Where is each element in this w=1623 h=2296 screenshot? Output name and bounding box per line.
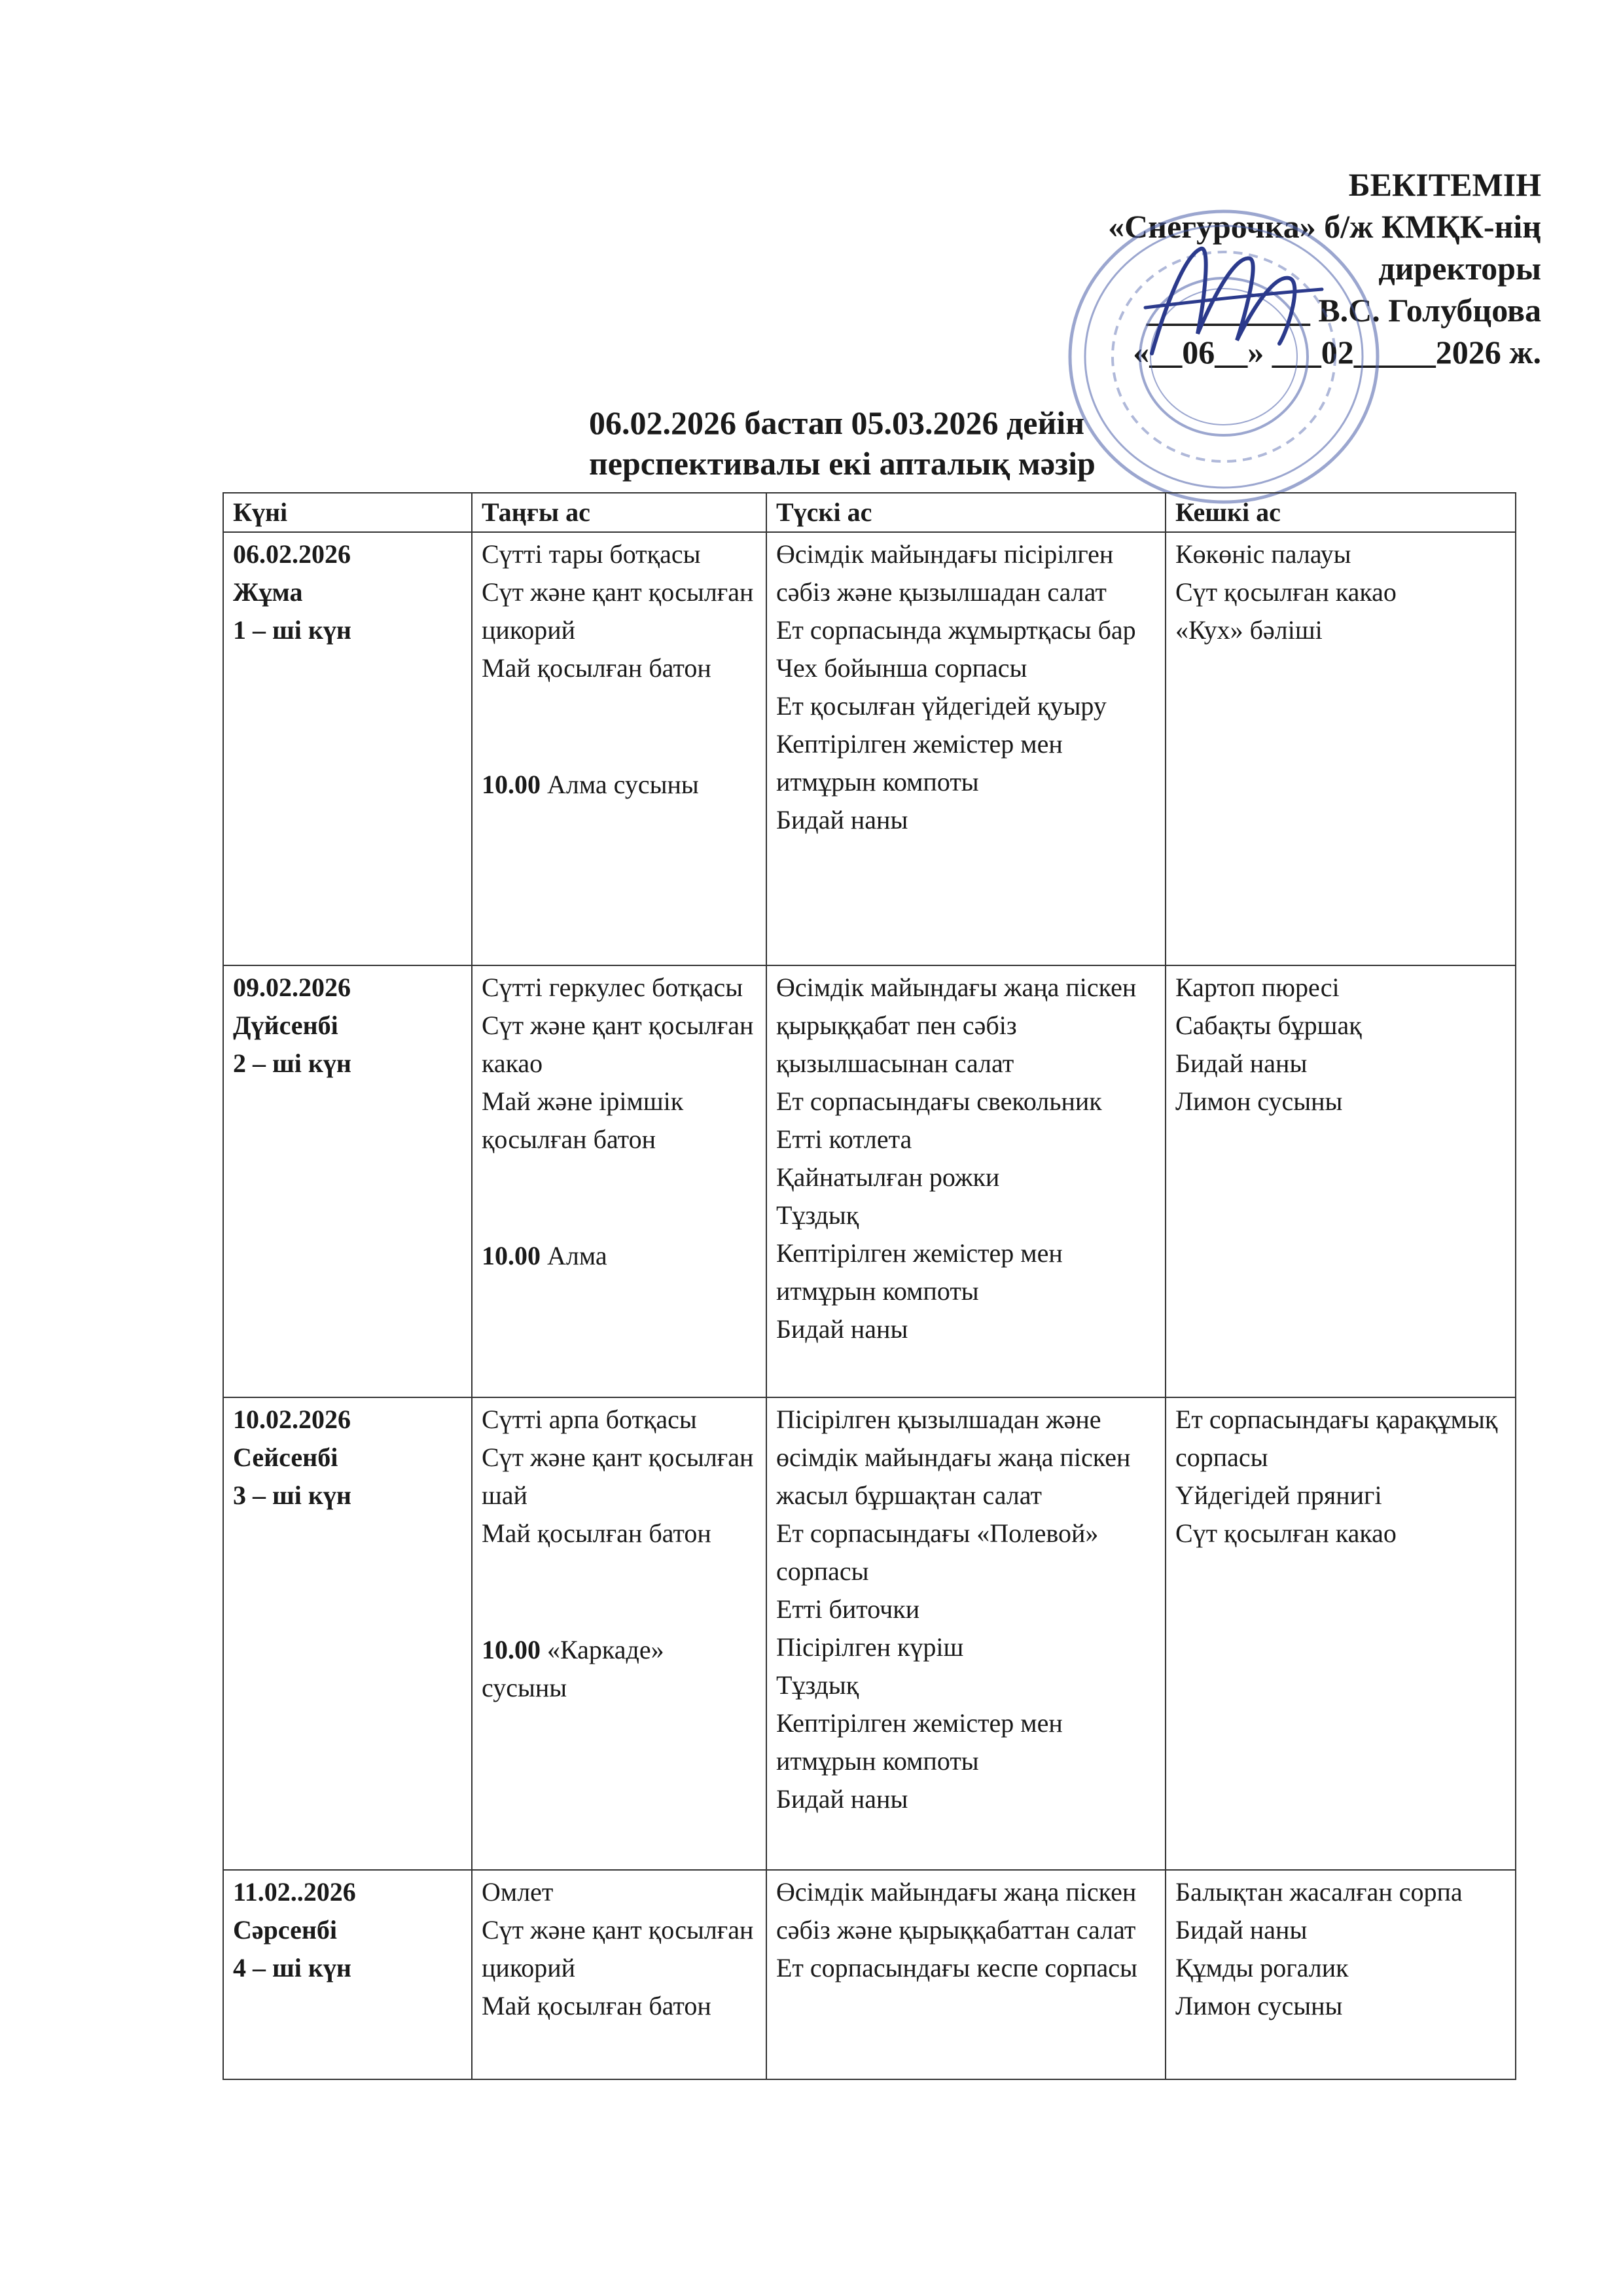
approval-organization: «Снегурочка» б/ж КМҚК-нің — [1108, 208, 1541, 245]
breakfast-cell — [472, 1397, 766, 1870]
snack-time: 10.00 — [482, 770, 541, 799]
approval-position: директоры — [1378, 250, 1541, 287]
breakfast-item: Сүтті геркулес ботқасы — [482, 973, 743, 1002]
lunch-item: Кептірілген жемістер мен итмұрын компоты — [776, 1708, 1063, 1776]
snack-item — [482, 1237, 755, 1275]
breakfast-item: Сүт және қант қосылған цикорий — [482, 577, 754, 645]
lunch-item: Етті биточки — [776, 1594, 920, 1624]
breakfast-item: Сүтті тары ботқасы — [482, 539, 701, 569]
breakfast-item: Май және ірімшік қосылған батон — [482, 1086, 684, 1154]
lunch-cell — [766, 1397, 1166, 1870]
row-date: 10.02.2026 — [233, 1405, 351, 1434]
dinner-item: «Кух» бәліші — [1175, 615, 1323, 645]
day-cell — [223, 1870, 472, 2079]
lunch-item: Ет қосылған үйдегідей қуыру — [776, 691, 1107, 721]
day-cell — [223, 532, 472, 965]
day-cell — [223, 1397, 472, 1870]
lunch-item: Бидай наны — [776, 1314, 908, 1344]
lunch-cell — [766, 532, 1166, 965]
table-row — [223, 1870, 1516, 2079]
lunch-item: Өсімдік майындағы жаңа піскен сәбіз және қырыққабаттан салат — [776, 1877, 1137, 1945]
breakfast-item: Май қосылған батон — [482, 653, 711, 683]
approval-heading: БЕКІТЕМІН — [1348, 166, 1541, 203]
dinner-cell — [1166, 532, 1516, 965]
dinner-item: Сүт қосылған какао — [1175, 1518, 1397, 1548]
dinner-item: Ет сорпасындағы қарақұмық сорпасы — [1175, 1405, 1498, 1472]
row-day-number: 3 – ші күн — [233, 1480, 351, 1510]
lunch-item: Етті котлета — [776, 1124, 912, 1154]
dinner-cell — [1166, 1397, 1516, 1870]
row-weekday: Жұма — [233, 577, 303, 607]
approval-date: «__06__» ___02_____2026 ж. — [1133, 334, 1541, 370]
title-line-1: 06.02.2026 бастап 05.03.2026 дейін — [589, 404, 1085, 441]
breakfast-item: Сүтті арпа ботқасы — [482, 1405, 697, 1434]
dinner-item: Үйдегідей прянигі — [1175, 1480, 1382, 1510]
lunch-item: Пісірілген күріш — [776, 1632, 964, 1662]
snack-time: 10.00 — [482, 1635, 541, 1664]
table-row — [223, 532, 1516, 965]
menu-table — [223, 492, 1516, 2080]
header-lunch: Түскі ас — [766, 493, 1166, 532]
approval-name: __________ В.С. Голубцова — [1146, 292, 1541, 329]
dinner-item: Бидай наны — [1175, 1049, 1308, 1078]
snack-item — [482, 1631, 755, 1707]
header-breakfast: Таңғы ас — [472, 493, 766, 532]
row-day-number: 1 – ші күн — [233, 615, 351, 645]
lunch-item: Пісірілген қызылшадан және өсімдік майындағы жаңа піскен жасыл бұршақтан салат — [776, 1405, 1131, 1510]
lunch-item: Тұздық — [776, 1200, 859, 1230]
lunch-item: Ет сорпасындағы свекольник — [776, 1086, 1102, 1116]
day-cell — [223, 965, 472, 1397]
table-header-row — [223, 493, 1516, 532]
row-weekday: Сәрсенбі — [233, 1915, 338, 1945]
row-date: 06.02.2026 — [233, 539, 351, 569]
row-day-number: 4 – ші күн — [233, 1953, 351, 1982]
breakfast-item: Май қосылған батон — [482, 1518, 711, 1548]
lunch-item: Өсімдік майындағы жаңа піскен қырыққабат пен сәбіз қызылшасынан салат — [776, 973, 1137, 1078]
dinner-item: Лимон сусыны — [1175, 1086, 1343, 1116]
header-day: Күні — [223, 493, 472, 532]
row-weekday: Дүйсенбі — [233, 1011, 338, 1040]
director-signature — [1139, 229, 1329, 380]
lunch-item: Қайнатылған рожки — [776, 1162, 1000, 1192]
table-row — [223, 965, 1516, 1397]
snack-time: 10.00 — [482, 1241, 541, 1270]
snack-name: «Каркаде» сусыны — [482, 1635, 664, 1702]
dinner-item: Картоп пюресі — [1175, 973, 1340, 1002]
row-date: 09.02.2026 — [233, 973, 351, 1002]
row-date: 11.02..2026 — [233, 1877, 356, 1907]
table-row — [223, 1397, 1516, 1870]
breakfast-item: Сүт және қант қосылған цикорий — [482, 1915, 754, 1982]
lunch-cell — [766, 965, 1166, 1397]
dinner-item: Сабақты бұршақ — [1175, 1011, 1362, 1040]
row-weekday: Сейсенбі — [233, 1443, 338, 1472]
snack-name: Алма — [547, 1241, 607, 1270]
lunch-item: Кептірілген жемістер мен итмұрын компоты — [776, 1238, 1063, 1306]
row-day-number: 2 – ші күн — [233, 1049, 351, 1078]
lunch-item: Өсімдік майындағы пісірілген сәбіз және қызылшадан салат — [776, 539, 1114, 607]
breakfast-cell — [472, 965, 766, 1397]
breakfast-cell — [472, 532, 766, 965]
snack-name: Алма сусыны — [547, 770, 699, 799]
snack-item — [482, 766, 755, 804]
lunch-cell — [766, 1870, 1166, 2079]
header-dinner: Кешкі ас — [1166, 493, 1516, 532]
lunch-item: Ет сорпасындағы «Полевой» сорпасы — [776, 1518, 1099, 1586]
lunch-item: Бидай наны — [776, 1784, 908, 1814]
dinner-item: Балықтан жасалған сорпа — [1175, 1877, 1463, 1907]
breakfast-item: Сүт және қант қосылған шай — [482, 1443, 754, 1510]
dinner-item: Лимон сусыны — [1175, 1991, 1343, 2020]
title-line-2: перспективалы екі апталық мәзір — [589, 445, 1096, 482]
breakfast-item: Сүт және қант қосылған какао — [482, 1011, 754, 1078]
dinner-item: Сүт қосылған какао — [1175, 577, 1397, 607]
breakfast-cell — [472, 1870, 766, 2079]
lunch-item: Ет сорпасындағы кеспе сорпасы — [776, 1953, 1137, 1982]
breakfast-item: Омлет — [482, 1877, 554, 1907]
lunch-item: Бидай наны — [776, 805, 908, 834]
dinner-item: Бидай наны — [1175, 1915, 1308, 1945]
dinner-item: Құмды рогалик — [1175, 1953, 1349, 1982]
dinner-cell — [1166, 1870, 1516, 2079]
lunch-item: Ет сорпасында жұмыртқасы бар Чех бойынша сорпасы — [776, 615, 1136, 683]
lunch-item: Тұздық — [776, 1670, 859, 1700]
lunch-item: Кептірілген жемістер мен итмұрын компоты — [776, 729, 1063, 797]
dinner-item: Көкөніс палауы — [1175, 539, 1351, 569]
breakfast-item: Май қосылған батон — [482, 1991, 711, 2020]
dinner-cell — [1166, 965, 1516, 1397]
document-title — [589, 403, 1243, 484]
